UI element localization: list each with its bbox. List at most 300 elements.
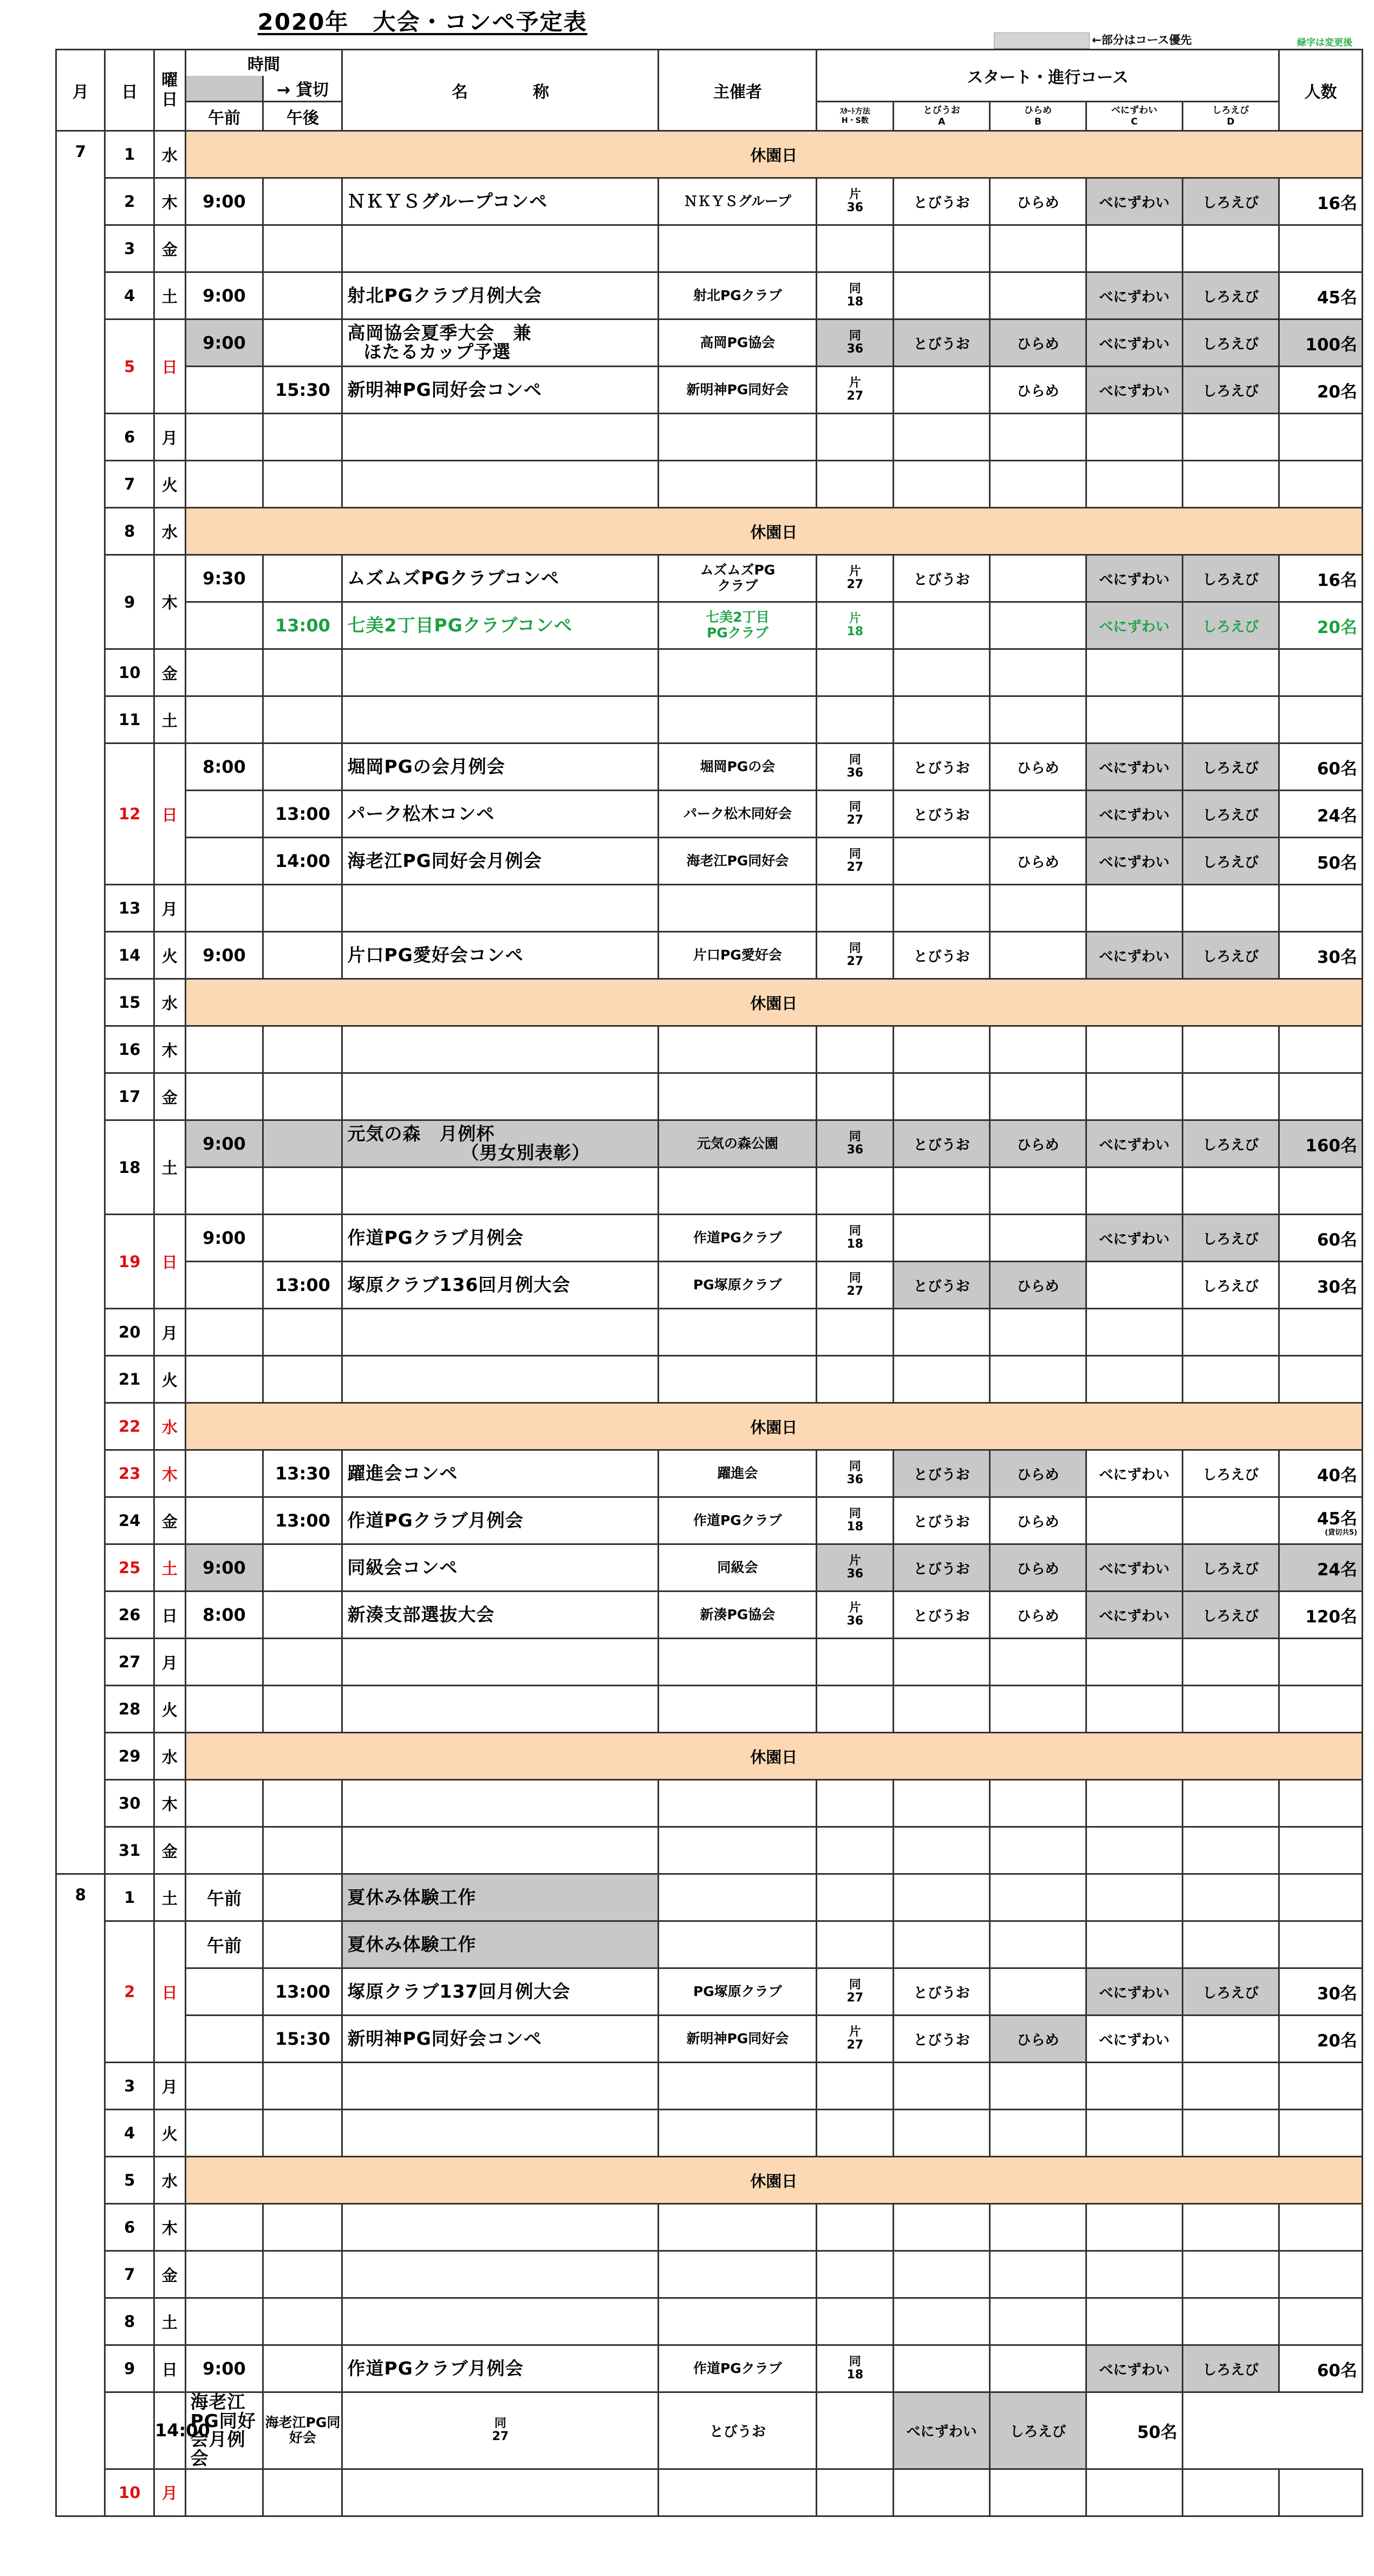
course-d-cell [1182,1309,1279,1356]
weekday-cell: 日 [154,319,185,414]
am-time-cell [185,885,263,932]
participant-count-cell [1279,649,1362,696]
start-method-cell [817,1686,894,1733]
hole-count: 36 [846,1614,864,1628]
table-row [56,2298,1363,2345]
day-cell: 28 [105,1686,154,1733]
table-row [56,1639,1363,1686]
organizer-name: 海老江PG同好会 [265,2414,341,2446]
hole-count: 36 [846,342,864,356]
organizer-cell [659,932,817,979]
start-type: 片 [849,611,861,625]
course-c-cell: べにずわい [1086,319,1182,367]
course-a-cell [894,2469,990,2516]
day-cell: 4 [105,2110,154,2157]
weekday-cell: 土 [154,1874,185,1921]
am-time-cell [105,2392,154,2469]
event-name-cell [342,1874,659,1921]
am-time-cell: 9:00 [185,1120,263,1168]
weekday-cell: 水 [154,131,185,178]
course-b-cell: ひらめ [990,838,1086,885]
pm-time-cell [263,649,342,696]
table-row [56,1544,1363,1592]
day-cell: 12 [105,744,154,885]
organizer-name: ＮＫＹＳグループ [683,193,791,209]
table-row [56,2469,1363,2516]
organizer-name: 作道PGクラブ [693,2360,782,2376]
legend-green-note: 緑字は変更後 [1297,37,1352,48]
start-method-cell [817,272,894,319]
am-header: 午前 [185,102,263,131]
day-cell: 3 [105,225,154,272]
course-b-cell [990,1309,1086,1356]
course-b-cell [990,1168,1086,1215]
day-cell: 23 [105,1450,154,1497]
table-row [56,1497,1363,1544]
course-a-cell [894,885,990,932]
course-c-cell [1086,1356,1182,1403]
participant-count-cell [1279,1780,1362,1827]
start-type: 同 [849,1978,861,1992]
table-row [56,2345,1363,2392]
participant-count-cell [1279,696,1362,744]
start-method-cell [817,555,894,602]
pm-time-cell: 14:00 [263,838,342,885]
event-name-cell [342,1215,659,1262]
am-time-cell: 午前 [185,1921,263,1968]
event-name-cell [342,1968,659,2016]
event-name: 新明神PG同好会コンペ [347,379,542,400]
course-a-cell: とびうお [894,1544,990,1592]
start-type: 同 [849,753,861,767]
table-row [56,1026,1363,1073]
course-d-cell [1182,2063,1279,2110]
participant-count-cell [1279,885,1362,932]
course-c-cell: べにずわい [1086,791,1182,838]
start-method-cell [817,1968,894,2016]
course-a-cell: とびうお [894,319,990,367]
am-time-cell [185,2298,263,2345]
table-row [56,1827,1363,1874]
table-row [56,2016,1363,2063]
course-a-cell: とびうお [894,178,990,225]
name-header: 名 称 [342,50,659,131]
event-name: 堀岡PGの会月例会 [347,755,505,777]
start-type: 片 [849,564,861,578]
table-row [56,1450,1363,1497]
event-name-cell [342,2110,659,2157]
course-d-cell: しろえび [1182,932,1279,979]
event-name-cell [342,602,659,649]
day-cell: 7 [105,461,154,508]
course-b-cell [990,2204,1086,2251]
course-b-cell: ひらめ [990,1592,1086,1639]
start-type: 片 [849,1554,861,1568]
course-d-cell [1182,1073,1279,1120]
legend-text: ←部分はコース優先 [1092,34,1192,47]
start-method-cell [817,744,894,791]
organizer-cell [659,1497,817,1544]
event-name: ＮＫＹＳグループコンペ [347,190,548,212]
organizer-cell [659,885,817,932]
table-row [56,2063,1363,2110]
table-row [56,602,1363,649]
event-name: 夏休み体験工作 [347,1886,477,1908]
course-d-cell [1182,1874,1279,1921]
day-cell: 6 [105,414,154,461]
course-d-cell [1182,1026,1279,1073]
event-name: 躍進会コンペ [347,1462,458,1484]
table-row [56,178,1363,225]
organizer-cell [659,461,817,508]
am-time-cell [185,1780,263,1827]
weekday-cell: 火 [154,2110,185,2157]
participant-count-cell [1279,2345,1362,2392]
am-time-cell [185,696,263,744]
weekday-cell: 土 [154,1544,185,1592]
event-name-cell [342,1780,659,1827]
pm-time-cell: 15:30 [263,367,342,414]
course-b-cell [990,555,1086,602]
organizer-cell [263,2392,342,2469]
organizer-cell [659,2110,817,2157]
participant-count: 40名 [1317,1465,1357,1485]
pm-time-cell [263,1592,342,1639]
course-d-cell: しろえび [1182,555,1279,602]
day-cell: 11 [105,696,154,744]
table-row [56,1168,1363,1215]
course-d-cell: しろえび [1182,272,1279,319]
organizer-cell [659,367,817,414]
course-d-cell [1182,885,1279,932]
organizer-name: 片口PG愛好会 [693,947,782,963]
course-d-cell [1182,1356,1279,1403]
start-method-cell [817,1780,894,1827]
weekday-cell: 金 [154,1073,185,1120]
holiday-cell: 休園日 [185,2157,1363,2204]
day-cell: 27 [105,1639,154,1686]
organizer-cell [659,225,817,272]
participant-count: 30名 [1317,1984,1357,2004]
participant-count: 20名 [1317,617,1357,637]
organizer-name: パーク松木同好会 [683,805,792,821]
event-name: 新湊支部選抜大会 [347,1603,495,1625]
start-method-cell [817,1827,894,1874]
participant-count: 160名 [1305,1136,1357,1156]
event-name-cell [342,2063,659,2110]
reserved-gray-cell [185,76,263,102]
organizer-cell [659,178,817,225]
participant-count-cell [1279,2469,1362,2516]
weekday-cell: 火 [154,461,185,508]
am-time-cell: 9:00 [185,178,263,225]
course-a-cell: とびうお [894,555,990,602]
course-b-cell [990,1874,1086,1921]
event-name-cell [342,1168,659,1215]
course-b-cell [990,932,1086,979]
participant-count-cell [1279,1120,1362,1168]
organizer-name: 作道PGクラブ [693,1229,782,1245]
course-b-cell [990,2063,1086,2110]
table-row [56,1309,1363,1356]
start-method-cell [817,1921,894,1968]
participant-count: 60名 [1317,2360,1357,2381]
course-d-cell [1182,1497,1279,1544]
day-cell: 3 [105,2063,154,2110]
pm-time-cell [263,1309,342,1356]
event-name-cell [342,1262,659,1309]
course-a-cell [894,1356,990,1403]
organizer-cell [659,1450,817,1497]
start-method-cell [817,1874,894,1921]
weekday-cell: 日 [154,744,185,885]
start-type: 同 [849,1271,861,1285]
am-time-cell: 9:00 [185,272,263,319]
table-row [56,1356,1363,1403]
start-type: 同 [849,1224,861,1238]
table-row [56,319,1363,367]
weekday-cell: 日 [154,1592,185,1639]
course-d-cell: しろえび [1182,744,1279,791]
event-name: 作道PGクラブ月例会 [347,2357,524,2379]
course-d-cell: しろえび [1182,2345,1279,2392]
event-name-cell [342,932,659,979]
table-row [56,367,1363,414]
table-row [56,508,1363,555]
participant-count-cell [1279,1639,1362,1686]
event-name: 同級会コンペ [347,1556,458,1578]
table-row [56,1921,1363,1968]
course-header: スタート・進行コース [817,50,1279,102]
start-type: 同 [849,2355,861,2369]
participant-count-cell [1279,932,1362,979]
time-header: 時間 [185,50,342,76]
table-row [56,2204,1363,2251]
pm-time-cell [263,1168,342,1215]
course-c-cell [1086,1827,1182,1874]
participant-count: 30名 [1317,1277,1357,1297]
pm-time-cell: 13:00 [263,791,342,838]
organizer-cell [659,2469,817,2516]
organizer-header: 主催者 [659,50,817,131]
organizer-cell [659,2063,817,2110]
table-row [56,696,1363,744]
day-header: 日 [105,50,154,131]
participant-count-cell [1279,1592,1362,1639]
course-d-cell [1182,1686,1279,1733]
organizer-cell [659,1168,817,1215]
weekday-cell: 木 [154,555,185,649]
organizer-name: 躍進会 [717,1465,758,1481]
organizer-cell [659,2345,817,2392]
course-c-cell: べにずわい [1086,178,1182,225]
course-a-cell [894,2251,990,2298]
course-a-cell [894,649,990,696]
course-a-cell [894,696,990,744]
hole-count: 27 [846,1991,864,2005]
course-c-cell [1086,2204,1182,2251]
course-b-cell [990,1073,1086,1120]
course-b-cell: ひらめ [990,1450,1086,1497]
day-cell: 1 [105,131,154,178]
event-name-cell [342,555,659,602]
table-row [56,1403,1363,1450]
course-d-cell [1182,225,1279,272]
participant-count-cell [1279,2016,1362,2063]
course-d-cell [1182,2110,1279,2157]
organizer-cell [659,319,817,367]
course-b-cell: ひらめ [990,2016,1086,2063]
event-name: 片口PG愛好会コンペ [347,944,524,966]
weekday-cell: 月 [154,2469,185,2516]
table-row [56,1073,1363,1120]
table-row [56,2251,1363,2298]
course-b-header: ひらめ B [990,102,1086,131]
participant-count-cell [1279,1686,1362,1733]
pm-time-cell [263,885,342,932]
course-d-cell: しろえび [990,2392,1086,2469]
am-time-cell [185,1026,263,1073]
course-c-cell [1086,1309,1182,1356]
course-c-cell [1086,2469,1182,2516]
weekday-cell: 金 [154,1497,185,1544]
course-d-cell: しろえび [1182,1215,1279,1262]
weekday-cell: 木 [154,1450,185,1497]
start-method-header: ｽﾀｰﾄ方法 H・S数 [817,102,894,131]
course-c-cell [1086,1497,1182,1544]
weekday-cell: 木 [154,1780,185,1827]
day-cell: 24 [105,1497,154,1544]
course-d-cell [1182,649,1279,696]
organizer-cell [659,1874,817,1921]
pm-time-cell [263,744,342,791]
course-c-cell: べにずわい [1086,2016,1182,2063]
legend-swatch [994,32,1090,49]
schedule-table [55,49,1363,2517]
course-b-cell [990,2251,1086,2298]
participant-count-cell [1279,1450,1362,1497]
participant-count-cell [1279,1921,1362,1968]
pm-time-cell: 13:00 [263,1968,342,2016]
weekday-cell: 日 [154,2345,185,2392]
hole-count: 27 [846,578,864,591]
am-time-cell [185,2204,263,2251]
course-c-cell: べにずわい [1086,1120,1182,1168]
event-name-cell [342,1073,659,1120]
hole-count: 27 [846,860,864,874]
table-row [56,1780,1363,1827]
course-b-cell [817,2392,894,2469]
course-a-cell: とびうお [894,1450,990,1497]
organizer-cell [659,1073,817,1120]
event-name: 元気の森 月例杯 [347,1123,495,1145]
course-a-cell: とびうお [894,1968,990,2016]
table-row [56,1733,1363,1780]
participant-count: 100名 [1305,335,1357,355]
hole-count: 36 [846,201,864,214]
day-cell: 8 [105,2298,154,2345]
participant-count-cell [1279,1968,1362,2016]
day-cell: 4 [105,272,154,319]
table-row [56,555,1363,602]
course-d-cell: しろえび [1182,178,1279,225]
course-d-header: しろえび D [1182,102,1279,131]
course-a-cell [894,2110,990,2157]
organizer-cell [659,602,817,649]
am-time-cell [185,2016,263,2063]
course-a-cell [894,2063,990,2110]
event-name-cell [342,461,659,508]
organizer-cell [659,2016,817,2063]
pm-header: 午後 [263,102,342,131]
weekday-cell: 木 [154,2204,185,2251]
start-method-cell [817,178,894,225]
organizer-cell [659,555,817,602]
organizer-cell [659,649,817,696]
start-method-cell [817,932,894,979]
start-method-cell [817,1120,894,1168]
weekday-cell: 月 [154,414,185,461]
organizer-cell [659,2298,817,2345]
event-name-cell [342,1544,659,1592]
organizer-name-line2: クラブ [717,578,758,594]
table-row [56,2157,1363,2204]
hole-count: 27 [846,1284,864,1298]
day-cell: 9 [105,555,154,649]
weekday-cell: 日 [154,1921,185,2063]
organizer-cell [659,1968,817,2016]
course-c-cell: べにずわい [1086,602,1182,649]
organizer-cell [659,2251,817,2298]
start-method-cell [817,319,894,367]
hole-count: 36 [846,1567,864,1581]
course-c-cell [1086,885,1182,932]
organizer-name: 射北PGクラブ [693,287,782,303]
start-type: 片 [849,1601,861,1615]
start-method-cell [817,1639,894,1686]
course-b-cell [990,2298,1086,2345]
table-row [56,1968,1363,2016]
course-a-cell [894,225,990,272]
table-row [56,2110,1363,2157]
participant-count-cell [1279,272,1362,319]
event-name-cell [342,1827,659,1874]
course-a-cell: とびうお [894,1497,990,1544]
pm-time-cell [263,2251,342,2298]
event-name: 夏休み体験工作 [347,1933,477,1955]
course-b-cell: ひらめ [990,367,1086,414]
course-b-cell [990,1921,1086,1968]
course-d-cell [1182,2204,1279,2251]
start-type: 同 [849,847,861,861]
participant-count: 120名 [1305,1607,1357,1627]
start-method-cell [817,885,894,932]
event-name-cell [342,1921,659,1968]
course-a-header: とびうお A [894,102,990,131]
course-b-cell: ひらめ [990,1544,1086,1592]
event-name-cell [342,1309,659,1356]
participant-count-cell [1279,744,1362,791]
course-b-cell [990,1026,1086,1073]
start-type: 同 [849,1507,861,1521]
participant-count: 50名 [1137,2422,1177,2442]
hole-count: 18 [846,295,864,309]
pm-time-cell [263,2345,342,2392]
participant-count-cell [1279,1309,1362,1356]
organizer-cell [659,1120,817,1168]
course-c-cell [1086,1921,1182,1968]
participant-count: 45名 [1317,288,1357,308]
